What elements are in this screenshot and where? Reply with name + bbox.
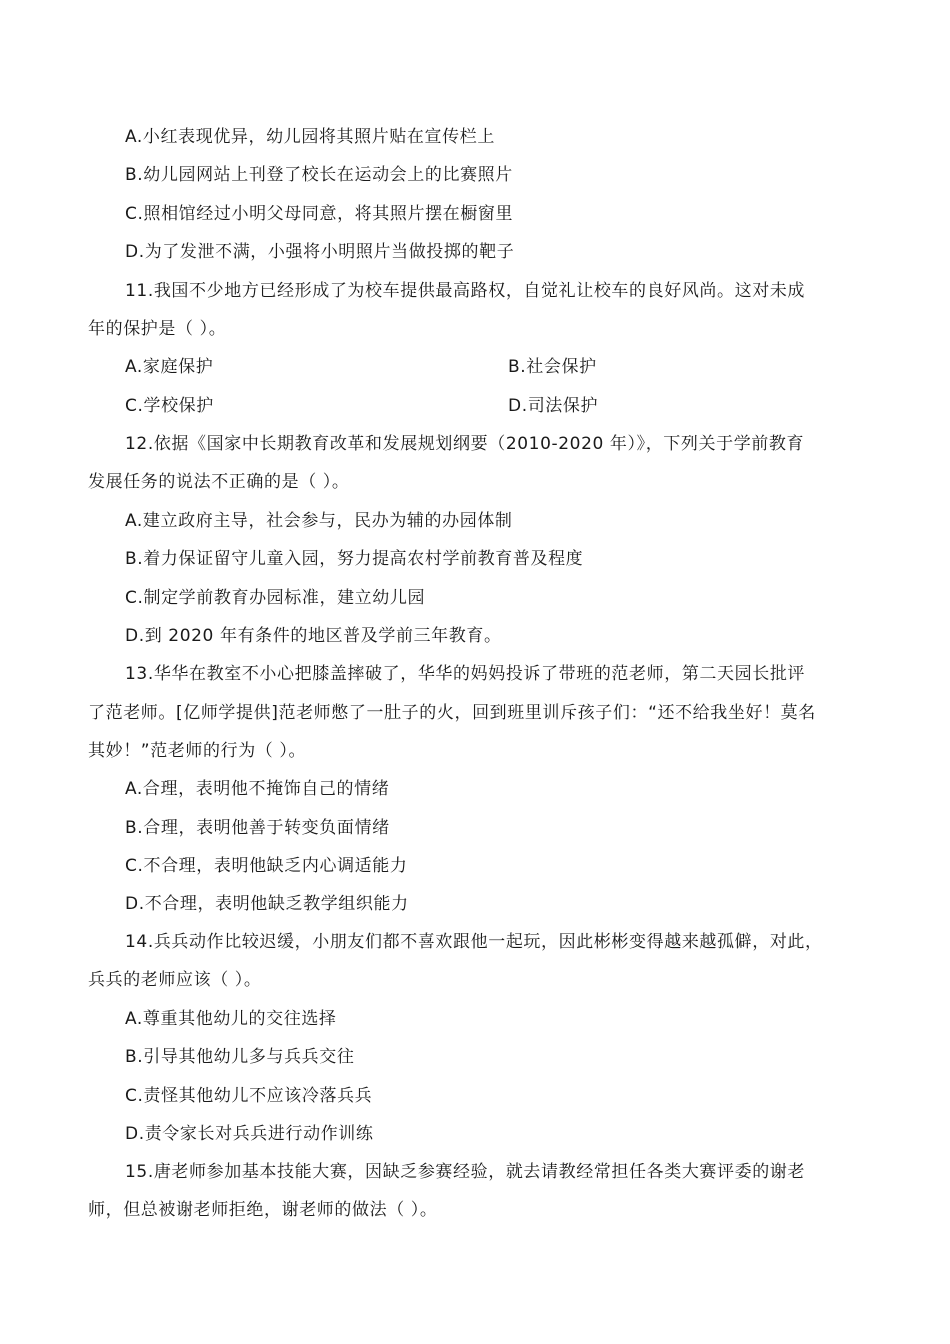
q11-stem-line2: 年的保护是（ ）。 <box>88 319 227 339</box>
q13-stem-line2: 了范老师。[亿师学提供]范老师憋了一肚子的火，回到班里训斥孩子们：“还不给我坐好！莫名 <box>88 703 816 723</box>
q11-option-c: C.学校保护 <box>125 396 214 416</box>
q12-option-c: C.制定学前教育办园标准，建立幼儿园 <box>125 588 426 608</box>
q11-stem-line1: 11.我国不少地方已经形成了为校车提供最高路权，自觉礼让校车的良好风尚。这对未成 <box>125 281 806 301</box>
q14-option-d: D.责令家长对兵兵进行动作训练 <box>125 1124 374 1144</box>
q13-stem-line1: 13.华华在教室不小心把膝盖摔破了，华华的妈妈投诉了带班的范老师，第二天园长批评 <box>125 664 806 684</box>
q11-option-d: D.司法保护 <box>508 396 599 416</box>
q14-option-c: C.责怪其他幼儿不应该冷落兵兵 <box>125 1086 373 1106</box>
q12-option-d: D.到 2020 年有条件的地区普及学前三年教育。 <box>125 626 502 646</box>
q13-option-b: B.合理，表明他善于转变负面情绪 <box>125 818 390 838</box>
q14-stem-line1: 14.兵兵动作比较迟缓，小朋友们都不喜欢跟他一起玩，因此彬彬变得越来越孤僻，对此， <box>125 932 823 952</box>
q15-stem-line1: 15.唐老师参加基本技能大赛，因缺乏参赛经验，就去请教经常担任各类大赛评委的谢老 <box>125 1162 806 1182</box>
q10-option-d: D.为了发泄不满，小强将小明照片当做投掷的靶子 <box>125 242 515 262</box>
q13-option-c: C.不合理，表明他缺乏内心调适能力 <box>125 856 408 876</box>
q11-option-b: B.社会保护 <box>508 357 597 377</box>
q10-option-c: C.照相馆经过小明父母同意，将其照片摆在橱窗里 <box>125 204 514 224</box>
q12-option-b: B.着力保证留守儿童入园，努力提高农村学前教育普及程度 <box>125 549 584 569</box>
q15-stem-line2: 师，但总被谢老师拒绝，谢老师的做法（ ）。 <box>88 1200 438 1220</box>
q13-stem-line3: 其妙！”范老师的行为（ ）。 <box>88 741 307 761</box>
q13-option-d: D.不合理，表明他缺乏教学组织能力 <box>125 894 409 914</box>
q11-option-a: A.家庭保护 <box>125 357 214 377</box>
q10-option-b: B.幼儿园网站上刊登了校长在运动会上的比赛照片 <box>125 165 513 185</box>
q12-stem-line2: 发展任务的说法不正确的是（ ）。 <box>88 472 350 492</box>
q10-option-a: A.小红表现优异，幼儿园将其照片贴在宣传栏上 <box>125 127 495 147</box>
q14-stem-line2: 兵兵的老师应该（ ）。 <box>88 970 262 990</box>
q12-option-a: A.建立政府主导，社会参与，民办为辅的办园体制 <box>125 511 513 531</box>
q14-option-b: B.引导其他幼儿多与兵兵交往 <box>125 1047 355 1067</box>
q14-option-a: A.尊重其他幼儿的交往选择 <box>125 1009 337 1029</box>
q13-option-a: A.合理，表明他不掩饰自己的情绪 <box>125 779 390 799</box>
q12-stem-line1: 12.依据《国家中长期教育改革和发展规划纲要（2010-2020 年）》，下列关于学前教育 <box>125 434 805 454</box>
